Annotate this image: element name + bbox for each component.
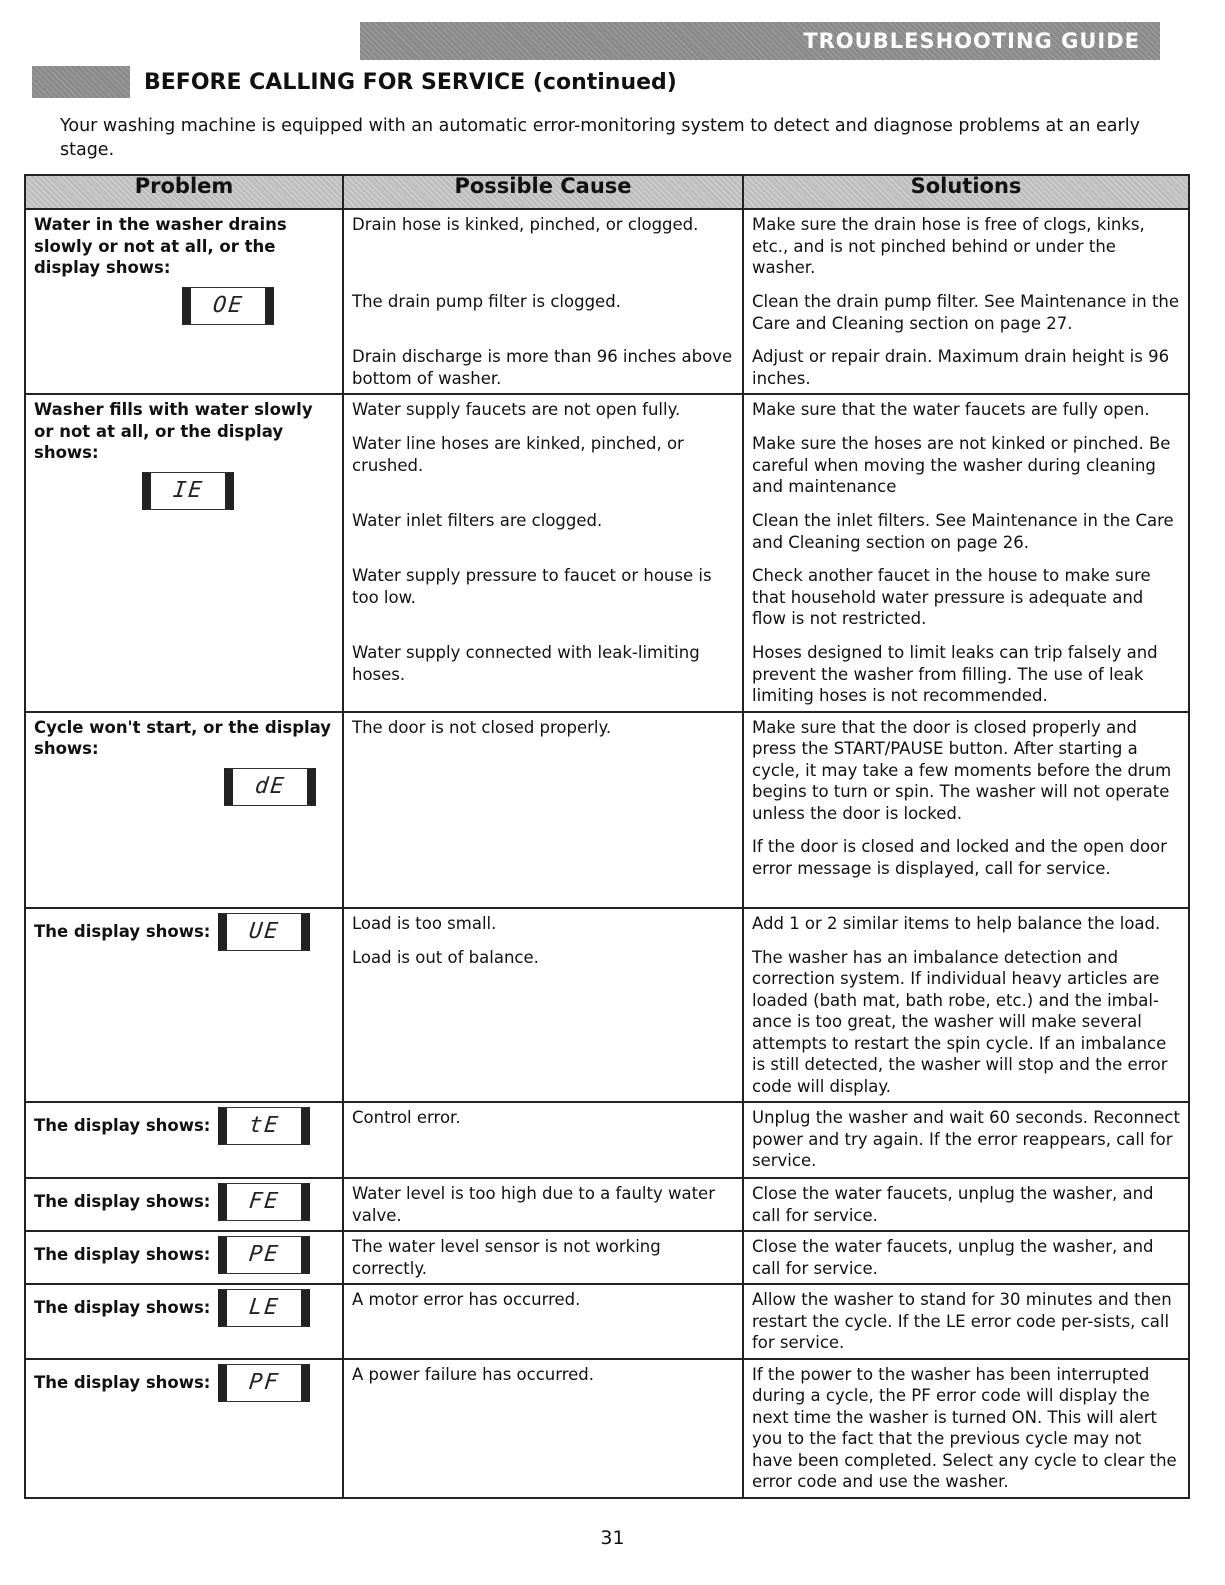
cause-cell <box>343 394 743 712</box>
error-code: IE <box>171 477 205 503</box>
solution-cell <box>743 908 1189 1103</box>
error-code-display-icon <box>142 472 234 510</box>
cause-cell <box>343 1284 743 1359</box>
troubleshooting-table <box>24 174 1190 1499</box>
column-header-problem: Problem <box>25 175 343 209</box>
problem-text: The display shows: <box>34 1116 211 1136</box>
solution-item: Check another faucet in the house to make sure that household water pressure is adequate and flow is not restricted. <box>752 566 1151 628</box>
table-row <box>25 1178 1189 1231</box>
table-row <box>25 1284 1189 1359</box>
problem-text: The display shows: <box>34 1298 211 1318</box>
solution-item: Make sure the drain hose is free of clogs, kinks, etc., and is not pinched behind or under the washer. <box>752 215 1145 277</box>
heading-marker <box>32 66 130 98</box>
cause-item: Drain hose is kinked, pinched, or clogged. <box>352 215 699 234</box>
table-body <box>25 209 1189 1498</box>
cause-cell <box>343 712 743 908</box>
error-code-display-icon <box>218 1107 310 1145</box>
solution-item: The washer has an imbalance detection and correction system. If individual heavy articles are loaded (bath mat, bath robe, etc.) and the imbal-ance is too great, the washer will make several attempts to restart the spin cycle. If an imbalance is still detected, the washer will stop and the error code will display. <box>752 947 1168 1096</box>
problem-text: The display shows: <box>34 1245 211 1265</box>
solution-cell <box>743 1284 1189 1359</box>
problem-text: The display shows: <box>34 1192 211 1212</box>
solution-item: Add 1 or 2 similar items to help balance the load. <box>752 913 1161 933</box>
solution-item: Close the water faucets, unplug the washer, and call for service. <box>752 1237 1154 1278</box>
error-code-display-icon <box>218 913 310 951</box>
cause-item: Water supply faucets are not open fully. <box>352 400 681 419</box>
column-header-cause: Possible Cause <box>343 175 743 209</box>
error-code-display-icon <box>218 1183 310 1221</box>
solution-item: Close the water faucets, unplug the washer, and call for service. <box>752 1184 1154 1225</box>
problem-cell <box>25 908 343 1103</box>
problem-cell <box>25 712 343 908</box>
cause-item: Load is too small. <box>352 913 497 933</box>
error-code: OE <box>211 292 245 318</box>
solution-item: If the power to the washer has been interrupted during a cycle, the PF error code will display the next time the washer is turned ON. This will alert you to the fact that the previous cycle may not have been completed. Select any cycle to clear the error code and use the washer. <box>752 1364 1177 1491</box>
solution-item: Make sure the hoses are not kinked or pinched. Be careful when moving the washer during cleaning and maintenance <box>752 434 1171 496</box>
page-title: BEFORE CALLING FOR SERVICE (continued) <box>144 69 677 95</box>
solution-item: Hoses designed to limit leaks can trip falsely and prevent the washer from filling. The use of leak limiting hoses is not recommended. <box>752 643 1158 705</box>
cause-item: Water inlet filters are clogged. <box>352 511 603 530</box>
table-row <box>25 908 1189 1103</box>
error-code-display-icon <box>218 1236 310 1274</box>
table-row <box>25 1231 1189 1284</box>
problem-text: Cycle won't start, or the display shows: <box>34 717 332 758</box>
intro-text: Your washing machine is equipped with an automatic error-monitoring system to detect and diagnose problems at an early stage. <box>60 116 1140 160</box>
solution-cell <box>743 1231 1189 1284</box>
error-code: PF <box>247 1369 281 1395</box>
problem-cell <box>25 1359 343 1498</box>
error-code: tE <box>247 1113 281 1139</box>
cause-item: Water line hoses are kinked, pinched, or crushed. <box>352 434 684 475</box>
error-code: LE <box>247 1295 281 1321</box>
error-code-display-icon <box>218 1289 310 1327</box>
table-row <box>25 1359 1189 1498</box>
error-code: dE <box>253 773 287 799</box>
cause-cell <box>343 1359 743 1498</box>
solution-item: Allow the washer to stand for 30 minutes and then restart the cycle. If the LE error code per-sists, call for service. <box>752 1290 1172 1352</box>
cause-item: Water supply connected with leak-limiting hoses. <box>352 643 700 684</box>
cause-item: A motor error has occurred. <box>352 1290 581 1309</box>
solution-cell <box>743 1102 1189 1178</box>
cause-item: Water level is too high due to a faulty water valve. <box>352 1184 715 1225</box>
cause-item: Load is out of balance. <box>352 947 539 967</box>
solution-item: Adjust or repair drain. Maximum drain height is 96 inches. <box>752 347 1170 388</box>
cause-item: The door is not closed properly. <box>352 717 612 737</box>
cause-item: The drain pump filter is clogged. <box>352 292 621 311</box>
problem-cell <box>25 1102 343 1178</box>
page-number: 31 <box>600 1527 625 1549</box>
cause-item: Drain discharge is more than 96 inches above bottom of washer. <box>352 347 733 388</box>
cause-item: The water level sensor is not working correctly. <box>352 1237 661 1278</box>
error-code-display-icon <box>182 287 274 325</box>
problem-cell <box>25 1284 343 1359</box>
cause-cell <box>343 1231 743 1284</box>
page-heading <box>32 64 677 100</box>
solution-cell <box>743 209 1189 394</box>
problem-cell <box>25 209 343 394</box>
cause-item: Control error. <box>352 1108 461 1127</box>
problem-text: Water in the washer drains slowly or not at all, or the display shows: <box>34 215 287 277</box>
solution-item: Unplug the washer and wait 60 seconds. Reconnect power and try again. If the error reappears, call for service. <box>752 1108 1180 1170</box>
solution-item: Clean the drain pump filter. See Maintenance in the Care and Cleaning section on page 27. <box>752 292 1180 333</box>
cause-cell <box>343 1178 743 1231</box>
solution-item: Make sure that the water faucets are fully open. <box>752 400 1150 419</box>
problem-cell <box>25 1178 343 1231</box>
error-code: FE <box>247 1189 281 1215</box>
solution-cell <box>743 394 1189 712</box>
solution-cell <box>743 1359 1189 1498</box>
solution-cell <box>743 1178 1189 1231</box>
table-row <box>25 712 1189 908</box>
table-row <box>25 209 1189 394</box>
problem-cell <box>25 394 343 712</box>
table-header-row <box>25 175 1189 209</box>
column-header-solutions: Solutions <box>743 175 1189 209</box>
section-banner <box>360 22 1160 60</box>
table-row <box>25 394 1189 712</box>
error-code-display-icon <box>218 1364 310 1402</box>
cause-cell <box>343 209 743 394</box>
problem-text: Washer fills with water slowly or not at all, or the display shows: <box>34 400 313 462</box>
cause-item: A power failure has occurred. <box>352 1364 595 1384</box>
cause-cell <box>343 1102 743 1178</box>
error-code: PE <box>247 1242 281 1268</box>
problem-text: The display shows: <box>34 1372 211 1392</box>
banner-title: TROUBLESHOOTING GUIDE <box>803 29 1140 53</box>
error-code: UE <box>247 918 281 944</box>
problem-cell <box>25 1231 343 1284</box>
solution-item: Make sure that the door is closed properly and press the START/PAUSE button. After starting a cycle, it may take a few moments before the drum begins to turn or spin. The washer will not operate unless the door is locked. <box>752 717 1172 823</box>
solution-cell <box>743 712 1189 908</box>
problem-text: The display shows: <box>34 921 211 941</box>
error-code-display-icon <box>224 768 316 806</box>
cause-item: Water supply pressure to faucet or house is too low. <box>352 566 712 607</box>
table-row <box>25 1102 1189 1178</box>
solution-item: If the door is closed and locked and the open door error message is displayed, call for service. <box>752 837 1167 878</box>
cause-cell <box>343 908 743 1103</box>
solution-item: Clean the inlet filters. See Maintenance in the Care and Cleaning section on page 26. <box>752 511 1174 552</box>
